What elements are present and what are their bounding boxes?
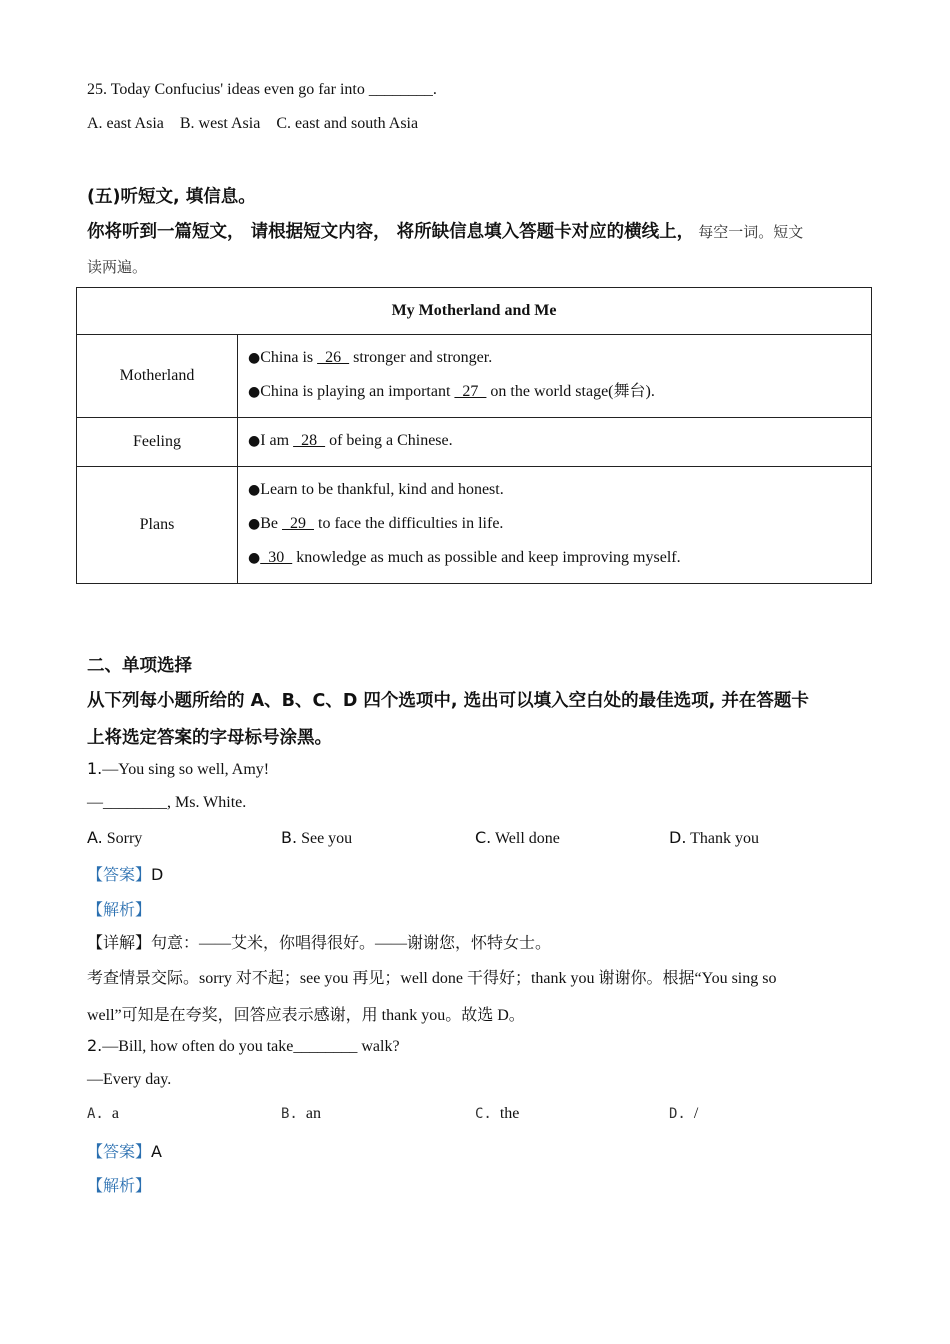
q1-stem-line2: —________, Ms. White. xyxy=(87,794,247,811)
table-category: Feeling xyxy=(77,418,238,467)
part2-title: 二、单项选择 xyxy=(87,656,192,676)
table-item: ●Be 29 to face the difficulties in life. xyxy=(248,515,504,532)
table-header-row xyxy=(77,288,872,335)
q1-explain-line1: 考查情景交际。sorry 对不起；see you 再见；well done 干得好；thank you 谢谢你。根据“You sing so xyxy=(87,970,777,987)
blank-29[interactable]: 29 xyxy=(282,515,314,532)
bullet-icon: ● xyxy=(248,550,261,566)
blank-28[interactable]: 28 xyxy=(293,432,326,449)
blank-26[interactable]: 26 xyxy=(317,349,350,366)
q25-options: A. east Asia B. west Asia C. east and south Asia xyxy=(87,115,419,132)
table-item: ●China is 26 stronger and stronger. xyxy=(248,349,493,366)
q1-answer: 【答案】D xyxy=(87,865,164,884)
bullet-icon: ● xyxy=(248,482,261,498)
table-title: My Motherland and Me xyxy=(77,288,872,335)
q2-answer: 【答案】A xyxy=(87,1142,162,1161)
table-row xyxy=(77,418,872,467)
q1-option-b[interactable]: B. See you xyxy=(281,828,353,847)
table-row xyxy=(77,335,872,418)
q1-analysis-label: 【解析】 xyxy=(87,902,152,919)
info-table xyxy=(76,287,872,584)
q1-option-c[interactable]: C. Well done xyxy=(475,828,560,847)
bullet-icon: ● xyxy=(248,350,261,366)
q2-option-c[interactable]: C. the xyxy=(475,1105,520,1122)
q1-option-a[interactable]: A. Sorry xyxy=(87,828,143,847)
part2-instruction-line1: 从下列每小题所给的 A、B、C、D 四个选项中, 选出可以填入空白处的最佳选项, 并在答题卡 xyxy=(87,691,809,711)
table-category: Plans xyxy=(77,467,238,584)
q1-option-d[interactable]: D. Thank you xyxy=(669,828,759,847)
q2-stem-line1: 2.—Bill, how often do you take________ walk? xyxy=(87,1036,400,1055)
q2-option-b[interactable]: B. an xyxy=(281,1105,321,1122)
table-content xyxy=(238,467,872,584)
section5-instruction xyxy=(87,218,803,243)
table-content xyxy=(238,418,872,467)
table-category: Motherland xyxy=(77,335,238,418)
table-item: ●Learn to be thankful, kind and honest. xyxy=(248,481,504,498)
q2-analysis-label: 【解析】 xyxy=(87,1178,152,1195)
q2-stem-line2: —Every day. xyxy=(87,1071,172,1088)
table-item: ●China is playing an important 27 on the world stage(舞台). xyxy=(248,383,655,400)
section5-instruction-line2: 读两遍。 xyxy=(87,258,148,276)
q1-detail: 【详解】句意：——艾米，你唱得很好。——谢谢您，怀特女士。 xyxy=(87,935,552,952)
q25-stem: 25. Today Confucius' ideas even go far into ________. xyxy=(87,81,437,98)
part2-instruction-line2: 上将选定答案的字母标号涂黑。 xyxy=(87,728,332,748)
section5-instruction-bold: 你将听到一篇短文， 请根据短文内容， 将所缺信息填入答题卡对应的横线上， xyxy=(87,222,695,242)
q2-option-d[interactable]: D. / xyxy=(669,1105,699,1122)
bullet-icon: ● xyxy=(248,516,261,532)
table-item: ●I am 28 of being a Chinese. xyxy=(248,432,453,449)
q1-stem-line1: 1.—You sing so well, Amy! xyxy=(87,759,270,778)
q1-explain-line2: well”可知是在夸奖，回答应表示感谢，用 thank you。故选 D。 xyxy=(87,1007,525,1024)
blank-27[interactable]: 27 xyxy=(454,383,487,400)
bullet-icon: ● xyxy=(248,433,261,449)
table-item: ● 30 knowledge as much as possible and keep improving myself. xyxy=(248,549,681,566)
section5-instruction-tail: 每空一词。短文 xyxy=(698,223,804,241)
bullet-icon: ● xyxy=(248,384,261,400)
table-content xyxy=(238,335,872,418)
table-row xyxy=(77,467,872,584)
q2-option-a[interactable]: A. a xyxy=(87,1105,119,1122)
blank-30[interactable]: 30 xyxy=(260,549,293,566)
section5-title: (五)听短文, 填信息。 xyxy=(87,187,256,207)
